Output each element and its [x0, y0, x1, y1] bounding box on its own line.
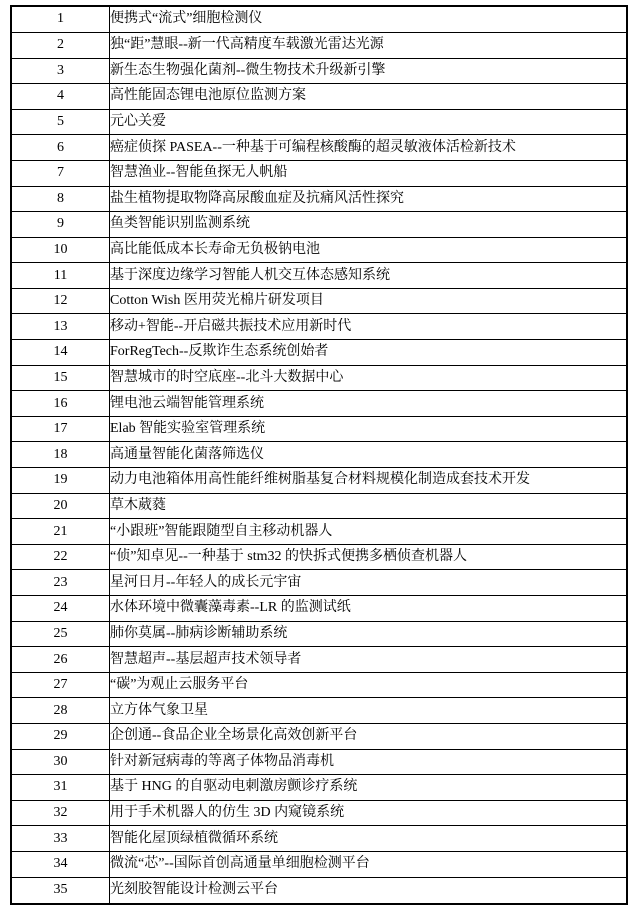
project-title: 高比能低成本长寿命无负极钠电池 [110, 237, 628, 263]
project-title: 基于深度边缘学习智能人机交互体态感知系统 [110, 263, 628, 289]
project-title: 锂电池云端智能管理系统 [110, 391, 628, 417]
table-row [11, 749, 627, 775]
row-number: 29 [11, 723, 110, 749]
project-title: 肺你莫属--肺病诊断辅助系统 [110, 621, 628, 647]
table-row [11, 596, 627, 622]
table-row [11, 800, 627, 826]
table-row [11, 263, 627, 289]
row-number: 1 [11, 6, 110, 32]
project-title: 企创通--食品企业全场景化高效创新平台 [110, 723, 628, 749]
project-title: 高通量智能化菌落筛选仪 [110, 442, 628, 468]
project-title: 新生态生物强化菌剂--微生物技术升级新引擎 [110, 58, 628, 84]
table-row [11, 58, 627, 84]
project-title: 智慧渔业--智能鱼探无人帆船 [110, 160, 628, 186]
table-row [11, 544, 627, 570]
row-number: 15 [11, 365, 110, 391]
project-title: 星河日月--年轻人的成长元宇宙 [110, 570, 628, 596]
row-number: 28 [11, 698, 110, 724]
table-row [11, 340, 627, 366]
project-list-table [10, 5, 628, 905]
table-row [11, 723, 627, 749]
table-row [11, 519, 627, 545]
table-row [11, 6, 627, 32]
table-row [11, 212, 627, 238]
table-row [11, 826, 627, 852]
project-title: 独“距”慧眼--新一代高精度车载激光雷达光源 [110, 32, 628, 58]
project-title: 光刻胶智能设计检测云平台 [110, 877, 628, 904]
project-title: 智慧超声--基层超声技术领导者 [110, 647, 628, 673]
table-row [11, 647, 627, 673]
project-title: 基于 HNG 的自驱动电刺激房颤诊疗系统 [110, 775, 628, 801]
table-row [11, 851, 627, 877]
row-number: 3 [11, 58, 110, 84]
row-number: 30 [11, 749, 110, 775]
row-number: 21 [11, 519, 110, 545]
table-row [11, 391, 627, 417]
project-title: 鱼类智能识别监测系统 [110, 212, 628, 238]
table-row [11, 32, 627, 58]
row-number: 24 [11, 596, 110, 622]
table-row [11, 288, 627, 314]
table-row [11, 468, 627, 494]
table-row [11, 877, 627, 904]
row-number: 9 [11, 212, 110, 238]
row-number: 4 [11, 84, 110, 110]
project-title: 用于手术机器人的仿生 3D 内窥镜系统 [110, 800, 628, 826]
row-number: 27 [11, 672, 110, 698]
row-number: 7 [11, 160, 110, 186]
row-number: 17 [11, 416, 110, 442]
project-title: ForRegTech--反欺诈生态系统创始者 [110, 340, 628, 366]
row-number: 26 [11, 647, 110, 673]
table-row [11, 442, 627, 468]
row-number: 6 [11, 135, 110, 161]
table-row [11, 160, 627, 186]
project-title: 移动+智能--开启磁共振技术应用新时代 [110, 314, 628, 340]
project-title: 针对新冠病毒的等离子体物品消毒机 [110, 749, 628, 775]
table-row [11, 570, 627, 596]
project-title: 水体环境中微囊藻毒素--LR 的监测试纸 [110, 596, 628, 622]
project-title: 智慧城市的时空底座--北斗大数据中心 [110, 365, 628, 391]
project-title: 微流“芯”--国际首创高通量单细胞检测平台 [110, 851, 628, 877]
table-row [11, 672, 627, 698]
project-title: 癌症侦探 PASEA--一种基于可编程核酸酶的超灵敏液体活检新技术 [110, 135, 628, 161]
row-number: 33 [11, 826, 110, 852]
project-title: “侦”知卓见--一种基于 stm32 的快拆式便携多栖侦查机器人 [110, 544, 628, 570]
row-number: 11 [11, 263, 110, 289]
row-number: 5 [11, 109, 110, 135]
row-number: 22 [11, 544, 110, 570]
row-number: 13 [11, 314, 110, 340]
project-title: 高性能固态锂电池原位监测方案 [110, 84, 628, 110]
project-title: “小跟班”智能跟随型自主移动机器人 [110, 519, 628, 545]
table-row [11, 84, 627, 110]
row-number: 2 [11, 32, 110, 58]
project-title: 动力电池箱体用高性能纤维树脂基复合材料规模化制造成套技术开发 [110, 468, 628, 494]
row-number: 20 [11, 493, 110, 519]
row-number: 10 [11, 237, 110, 263]
project-title: 元心关爱 [110, 109, 628, 135]
table-row [11, 775, 627, 801]
table-row [11, 237, 627, 263]
row-number: 18 [11, 442, 110, 468]
row-number: 31 [11, 775, 110, 801]
table-row [11, 493, 627, 519]
table-row [11, 621, 627, 647]
project-title: Cotton Wish 医用荧光棉片研发项目 [110, 288, 628, 314]
table-row [11, 109, 627, 135]
table-row [11, 186, 627, 212]
project-title: 草木葳蕤 [110, 493, 628, 519]
table-row [11, 416, 627, 442]
row-number: 19 [11, 468, 110, 494]
project-title: 便携式“流式”细胞检测仪 [110, 6, 628, 32]
table-row [11, 314, 627, 340]
project-title: “碳”为观止云服务平台 [110, 672, 628, 698]
table-row [11, 365, 627, 391]
row-number: 34 [11, 851, 110, 877]
table-body [11, 6, 627, 904]
row-number: 12 [11, 288, 110, 314]
row-number: 32 [11, 800, 110, 826]
project-title: Elab 智能实验室管理系统 [110, 416, 628, 442]
row-number: 8 [11, 186, 110, 212]
row-number: 16 [11, 391, 110, 417]
table-row [11, 135, 627, 161]
table-row [11, 698, 627, 724]
row-number: 14 [11, 340, 110, 366]
row-number: 25 [11, 621, 110, 647]
row-number: 23 [11, 570, 110, 596]
project-title: 盐生植物提取物降高尿酸血症及抗痛风活性探究 [110, 186, 628, 212]
project-title: 智能化屋顶绿植微循环系统 [110, 826, 628, 852]
row-number: 35 [11, 877, 110, 904]
project-title: 立方体气象卫星 [110, 698, 628, 724]
